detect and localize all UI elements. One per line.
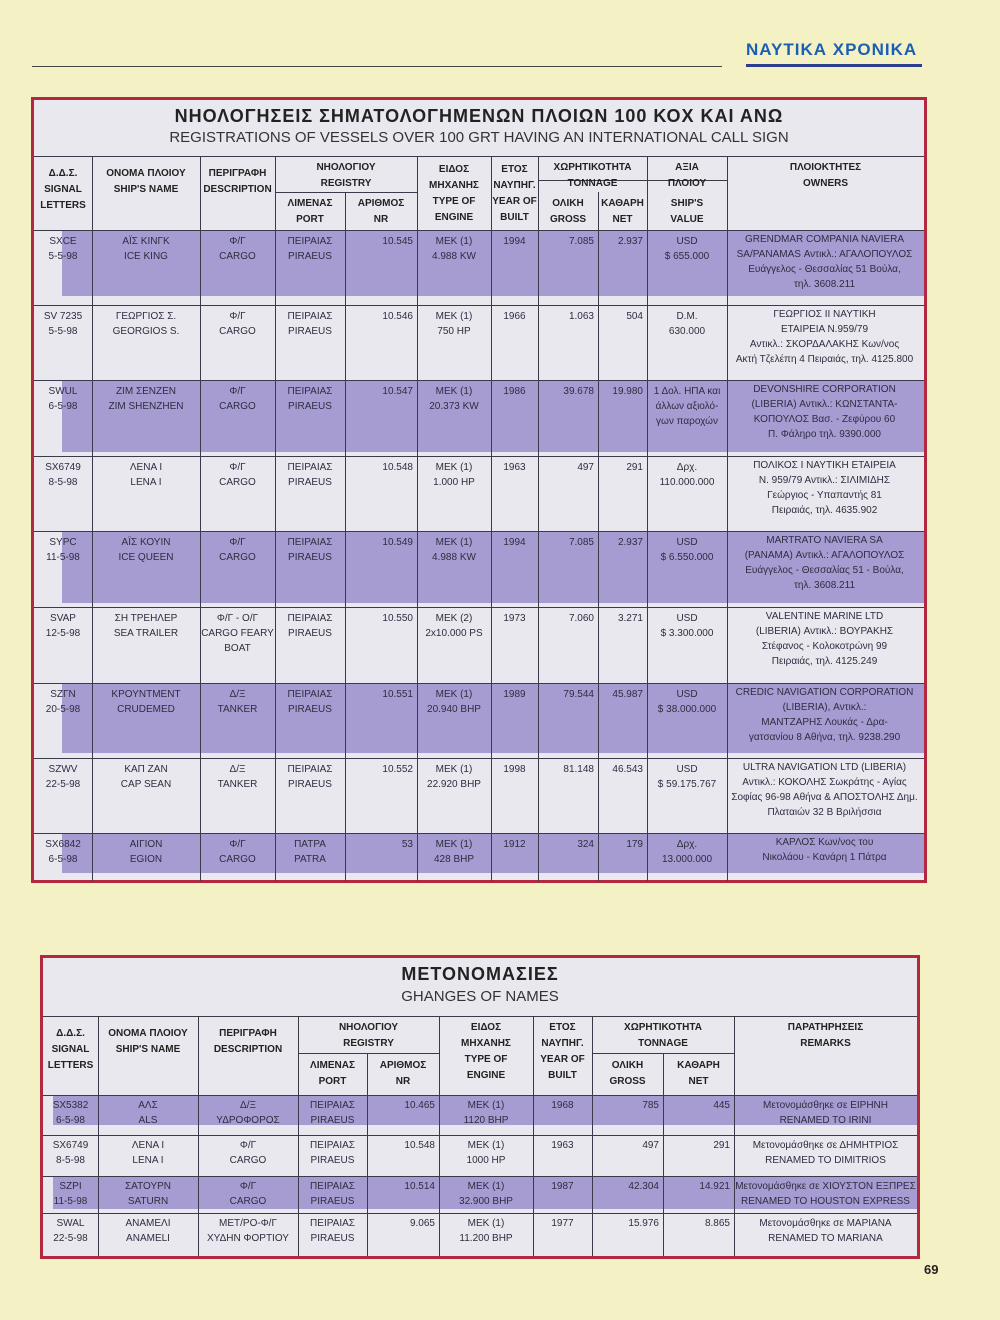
cell-owners: ΠΟΛΙΚΟΣ Ι ΝΑΥΤΙΚΗ ΕΤΑΙΡΕΙΑ Ν. 959/79 Αντικλ.: ΣΙΛΙΜΙΔΗΣ Γεώργιος - Υπαπαντής 81 Πειραιάς, τηλ. 4635.902 (753, 460, 896, 516)
cell-gross: 324 (577, 839, 594, 850)
cell-ship-name: ΑΙΓΙΟΝ EGION (129, 839, 163, 865)
cell-registry-nr: 9.065 (409, 1218, 435, 1229)
cell-net: 19.980 (612, 386, 643, 397)
col-header-remarks: ΠΑΡΑΤΗΡΗΣΕΙΣ REMARKS (787, 1022, 864, 1049)
cell-net: 45.987 (612, 689, 643, 700)
col-header-signal: Δ.Δ.Σ. SIGNAL LETTERS (40, 168, 86, 211)
cell-engine: ΜΕΚ (1) 1120 BHP (463, 1100, 509, 1126)
cell-year: 1963 (503, 462, 526, 473)
col-header-description: ΠΕΡΙΓΡΑΦΗ DESCRIPTION (203, 168, 272, 195)
cell-remarks: Μετονομάσθηκε σε ΔΗΜΗΤΡΙΟΣ RENAMED TO DIMITRIOS (752, 1140, 899, 1166)
cell-gross: 39.678 (563, 386, 594, 397)
cell-registry-nr: 10.545 (382, 236, 413, 247)
cell-year: 1968 (551, 1100, 574, 1111)
col-header-net: ΚΑΘΑΡΗ NET (677, 1060, 720, 1087)
cell-port: ΠΕΙΡΑΙΑΣ PIRAEUS (287, 236, 333, 262)
cell-year: 1994 (503, 236, 526, 247)
cell-registry-nr: 10.549 (382, 537, 413, 548)
cell-port: ΠΕΙΡΑΙΑΣ PIRAEUS (287, 764, 333, 790)
cell-registry-nr: 10.552 (382, 764, 413, 775)
cell-port: ΠΕΙΡΑΙΑΣ PIRAEUS (310, 1218, 355, 1244)
registrations-title-greek: ΝΗΟΛΟΓΗΣΕΙΣ ΣΗΜΑΤΟΛΟΓΗΜΕΝΩΝ ΠΛΟΙΩΝ 100 ΚΟΧ ΚΑΙ ΑΝΩ (174, 106, 784, 126)
cell-port: ΠΕΙΡΑΙΑΣ PIRAEUS (310, 1140, 355, 1166)
cell-ship-name: ΣΗ ΤΡΕΗΛΕΡ SEA TRAILER (113, 613, 179, 639)
cell-signal: SZPI 11-5-98 (53, 1181, 88, 1207)
cell-port: ΠΕΙΡΑΙΑΣ PIRAEUS (287, 311, 333, 337)
cell-owners: ULTRA NAVIGATION LTD (LIBERIA) Αντικλ.: ΚΟΚΟΛΗΣ Σωκράτης - Αγίας Σοφίας 96-98 Αθήνα & ΑΠΟΣΤΟΛΗΣ Δημ. Πλαταιών 32 Β Βριλήσσια (731, 762, 918, 818)
cell-owners: ΚΑΡΛΟΣ Κων/νος του Νικολάου - Κανάρη 1 Πάτρα (762, 837, 887, 863)
cell-description: Φ/Γ CARGO (219, 537, 256, 563)
cell-ship-name: ΑΪΣ ΚΟΥΙΝ ICE QUEEN (118, 537, 174, 563)
cell-net: 179 (626, 839, 643, 850)
header-rule (32, 66, 722, 67)
cell-ship-name: ΑΛΣ ALS (138, 1100, 158, 1126)
col-header-name: ΟΝΟΜΑ ΠΛΟΙΟΥ SHIP'S NAME (108, 1028, 188, 1055)
cell-description: Φ/Γ CARGO (219, 386, 256, 412)
col-header-tonnage: ΧΩΡΗΤΙΚΟΤΗΤΑ TONNAGE (553, 162, 632, 189)
cell-signal: SZΓΝ 20-5-98 (45, 689, 81, 715)
cell-gross: 7.085 (568, 236, 594, 247)
cell-net: 291 (626, 462, 643, 473)
cell-net: 291 (713, 1140, 730, 1151)
cell-description: ΜΕΤ/ΡΟ-Φ/Γ ΧΥΔΗΝ ΦΟΡΤΙΟΥ (207, 1218, 289, 1244)
cell-description: Φ/Γ CARGO (219, 311, 256, 337)
cell-gross: 785 (642, 1100, 659, 1111)
cell-ship-name: ΣΑΤΟΥΡΝ SATURN (124, 1181, 172, 1207)
cell-registry-nr: 10.548 (382, 462, 413, 473)
cell-net: 3.271 (617, 613, 643, 624)
cell-registry-nr: 10.514 (404, 1181, 435, 1192)
cell-ship-name: ΚΡΟΥΝΤΜΕΝΤ CRUDEMED (111, 689, 181, 715)
cell-port: ΠΑΤΡΑ PATRA (294, 839, 326, 865)
col-header-name: ΟΝΟΜΑ ΠΛΟΙΟΥ SHIP'S NAME (106, 168, 186, 195)
cell-port: ΠΕΙΡΑΙΑΣ PIRAEUS (287, 537, 333, 563)
col-header-port: ΛΙΜΕΝΑΣ PORT (310, 1060, 355, 1087)
cell-ship-name: ΛΕΝΑ Ι LENA I (129, 462, 163, 488)
cell-year: 1912 (503, 839, 526, 850)
col-header-nr: ΑΡΙΘΜΟΣ NR (357, 198, 405, 225)
cell-description: Δ/Ξ ΥΔΡΟΦΟΡΟΣ (216, 1100, 280, 1126)
cell-port: ΠΕΙΡΑΙΑΣ PIRAEUS (287, 462, 333, 488)
col-header-year: ΕΤΟΣ ΝΑΥΠΗΓ. YEAR OF BUILT (540, 1022, 585, 1081)
cell-owners: DEVONSHIRE CORPORATION (LIBERIA) Αντικλ.: ΚΩΝΣΤΑΝΤΑ- ΚΟΠΟΥΛΟΣ Βασ. - Ζεφύρου 60 Π. Φάληρο τηλ. 9390.000 (751, 384, 898, 440)
cell-description: Φ/Γ CARGO (219, 839, 256, 865)
registrations-panel (31, 97, 927, 883)
cell-engine: ΜΕΚ (1) 20.940 BHP (427, 689, 481, 715)
cell-year: 1994 (503, 537, 526, 548)
cell-remarks: Μετονομάσθηκε σε ΧΙΟΥΣΤΟΝ ΕΞΠΡΕΣ RENAMED TO HOUSTON EXPRESS (735, 1181, 916, 1207)
cell-owners: GRENDMAR COMPANIA NAVIERA SA/PANAMAS Αντικλ.: ΑΓΑΛΟΠΟΥΛΟΣ Ευάγγελος - Θεσσαλίας 51 Βούλα, τηλ. 3608.211 (736, 234, 913, 290)
cell-registry-nr: 53 (401, 839, 413, 850)
cell-port: ΠΕΙΡΑΙΑΣ PIRAEUS (287, 689, 333, 715)
cell-ship-name: ΓΕΩΡΓΙΟΣ Σ. GEORGIOS S. (112, 311, 180, 337)
col-header-gross: ΟΛΙΚΗ GROSS (549, 198, 587, 225)
cell-value: USD $ 655.000 (664, 236, 710, 262)
col-header-net: ΚΑΘΑΡΗ NET (601, 198, 644, 225)
cell-gross: 81.148 (563, 764, 594, 775)
cell-registry-nr: 10.546 (382, 311, 413, 322)
cell-registry-nr: 10.551 (382, 689, 413, 700)
cell-description: Φ/Γ CARGO (219, 236, 256, 262)
cell-signal: SWUL 6-5-98 (48, 386, 78, 412)
cell-gross: 497 (642, 1140, 659, 1151)
cell-net: 8.865 (704, 1218, 730, 1229)
cell-owners: ΓΕΩΡΓΙΟΣ ΙΙ ΝΑΥΤΙΚΗ ΕΤΑΙΡΕΙΑ Ν.959/79 Αντικλ.: ΣΚΟΡΔΑΛΑΚΗΣ Κων/νος Ακτή Τζελέπη 4 Πειραιάς, τηλ. 4125.800 (735, 309, 914, 365)
col-header-signal: Δ.Δ.Σ. SIGNAL LETTERS (47, 1028, 94, 1071)
cell-value: USD $ 6.550.000 (660, 537, 714, 563)
cell-signal: SZWV 22-5-98 (45, 764, 81, 790)
cell-remarks: Μετονομάσθηκε σε ΕΙΡΗΝΗ RENAMED TO IRINI (763, 1100, 888, 1126)
cell-gross: 7.085 (568, 537, 594, 548)
cell-signal: SX6842 6-5-98 (45, 839, 81, 865)
cell-engine: ΜΕΚ (2) 2x10.000 PS (425, 613, 483, 639)
cell-value: USD $ 38.000.000 (657, 689, 717, 715)
cell-signal: SYPC 11-5-98 (46, 537, 80, 563)
cell-year: 1989 (503, 689, 526, 700)
cell-owners: MARTRATO NAVIERA SA (PANAMA) Αντικλ.: ΑΓΑΛΟΠΟΥΛΟΣ Ευάγγελος - Θεσσαλίας 51 - Βούλα, τηλ. 3608.211 (744, 535, 905, 591)
cell-port: ΠΕΙΡΑΙΑΣ PIRAEUS (287, 386, 333, 412)
cell-year: 1966 (503, 311, 526, 322)
cell-description: Φ/Γ CARGO (219, 462, 256, 488)
cell-registry-nr: 10.550 (382, 613, 413, 624)
cell-value: Δρχ. 110.000.000 (659, 462, 715, 488)
col-header-gross: ΟΛΙΚΗ GROSS (609, 1060, 646, 1087)
cell-signal: SVAP 12-5-98 (45, 613, 81, 639)
magazine-title: ΝΑΥΤΙΚΑ ΧΡΟΝΙΚΑ (746, 40, 918, 59)
cell-engine: ΜΕΚ (1) 1.000 HP (433, 462, 475, 488)
col-header-value-greek: ΑΞΙΑ ΠΛΟΙΟΥ (667, 162, 707, 189)
cell-description: Φ/Γ CARGO (229, 1140, 267, 1166)
cell-engine: ΜΕΚ (1) 22.920 BHP (427, 764, 481, 790)
cell-signal: SWAL 22-5-98 (53, 1218, 88, 1244)
cell-engine: ΜΕΚ (1) 4.988 KW (432, 537, 476, 563)
cell-registry-nr: 10.465 (404, 1100, 435, 1111)
cell-signal: SX5382 6-5-98 (52, 1100, 89, 1126)
cell-port: ΠΕΙΡΑΙΑΣ PIRAEUS (310, 1100, 355, 1126)
cell-engine: ΜΕΚ (1) 1000 HP (466, 1140, 506, 1166)
cell-description: Φ/Γ CARGO (229, 1181, 267, 1207)
cell-year: 1977 (551, 1218, 574, 1229)
cell-signal: SX6749 8-5-98 (52, 1140, 89, 1166)
cell-net: 14.921 (699, 1181, 730, 1192)
col-header-port: ΛΙΜΕΝΑΣ PORT (287, 198, 333, 225)
page-number: 69 (924, 1262, 939, 1277)
cell-net: 504 (626, 311, 643, 322)
cell-engine: ΜΕΚ (1) 428 BHP (433, 839, 475, 865)
cell-gross: 79.544 (563, 689, 594, 700)
cell-ship-name: ΛΕΝΑ Ι LENA I (131, 1140, 165, 1166)
cell-value: 1 Δολ. ΗΠΑ και άλλων αξιολό- γων παροχών (653, 386, 721, 427)
cell-description: Δ/Ξ TANKER (217, 764, 258, 790)
cell-ship-name: ΖΙΜ ΣΕΝΖΕΝ ZIM SHENZHEN (108, 386, 184, 412)
renames-title-greek: ΜΕΤΟΝΟΜΑΣΙΕΣ (401, 964, 559, 984)
cell-year: 1973 (503, 613, 526, 624)
cell-gross: 15.976 (628, 1218, 659, 1229)
cell-year: 1986 (503, 386, 526, 397)
col-header-tonnage: ΧΩΡΗΤΙΚΟΤΗΤΑ TONNAGE (624, 1022, 702, 1049)
cell-ship-name: ΚΑΠ ΖΑΝ CAP SEAN (120, 764, 172, 790)
cell-year: 1987 (551, 1181, 574, 1192)
cell-ship-name: ΑΝΑΜΕΛΙ ANAMELI (125, 1218, 171, 1244)
cell-value: USD $ 59.175.767 (657, 764, 717, 790)
col-header-registry: ΝΗΟΛΟΓΙΟΥ REGISTRY (316, 162, 376, 189)
cell-owners: VALENTINE MARINE LTD (LIBERIA) Αντικλ.: ΒΟΥΡΑΚΗΣ Στέφανος - Κολοκοτρώνη 99 Πειραιάς, τηλ. 4125.249 (755, 611, 894, 667)
cell-signal: SXCE 5-5-98 (48, 236, 78, 262)
col-header-owners: ΠΛΟΙΟΚΤΗΤΕΣ OWNERS (789, 162, 862, 189)
cell-engine: ΜΕΚ (1) 750 HP (435, 311, 473, 337)
cell-gross: 1.063 (568, 311, 594, 322)
cell-net: 2.937 (617, 236, 643, 247)
cell-net: 2.937 (617, 537, 643, 548)
cell-signal: SX6749 8-5-98 (45, 462, 81, 488)
col-header-year: ΕΤΟΣ ΝΑΥΠΗΓ. YEAR OF BUILT (492, 164, 537, 223)
cell-port: ΠΕΙΡΑΙΑΣ PIRAEUS (287, 613, 333, 639)
cell-gross: 497 (577, 462, 594, 473)
cell-year: 1998 (503, 764, 526, 775)
col-header-nr: ΑΡΙΘΜΟΣ NR (379, 1060, 427, 1087)
cell-value: D.M. 630.000 (668, 311, 706, 337)
cell-engine: ΜΕΚ (1) 4.988 KW (432, 236, 476, 262)
col-header-description: ΠΕΡΙΓΡΑΦΗ DESCRIPTION (213, 1028, 283, 1055)
cell-engine: ΜΕΚ (1) 20.373 KW (429, 386, 479, 412)
cell-value: USD $ 3.300.000 (660, 613, 714, 639)
cell-registry-nr: 10.547 (382, 386, 413, 397)
magazine-title-underline (746, 64, 922, 67)
cell-port: ΠΕΙΡΑΙΑΣ PIRAEUS (310, 1181, 355, 1207)
cell-gross: 42.304 (628, 1181, 659, 1192)
renames-panel (40, 955, 920, 1259)
cell-remarks: Μετονομάσθηκε σε ΜΑΡΙΑΝΑ RENAMED TO MARIANA (759, 1218, 892, 1244)
cell-registry-nr: 10.548 (404, 1140, 435, 1151)
cell-signal: SV 7235 5-5-98 (43, 311, 83, 337)
cell-description: Φ/Γ - Ο/Γ CARGO FEARY BOAT (201, 613, 274, 654)
cell-description: Δ/Ξ TANKER (217, 689, 258, 715)
registrations-title-english: REGISTRATIONS OF VESSELS OVER 100 GRT HAVING AN INTERNATIONAL CALL SIGN (169, 129, 789, 146)
cell-net: 46.543 (612, 764, 643, 775)
cell-engine: ΜΕΚ (1) 11.200 BHP (459, 1218, 513, 1244)
renames-title-english: GHANGES OF NAMES (401, 988, 559, 1005)
col-header-engine: ΕΙΔΟΣ ΜΗΧΑΝΗΣ TYPE OF ENGINE (429, 164, 479, 223)
cell-owners: CREDIC NAVIGATION CORPORATION (LIBERIA), Αντικλ.: ΜΑΝΤΖΑΡΗΣ Λουκάς - Δρα- γατσανίου 8 Αθήνα, τηλ. 9238.290 (735, 687, 914, 743)
cell-value: Δρχ. 13.000.000 (661, 839, 713, 865)
cell-net: 445 (713, 1100, 730, 1111)
col-header-engine: ΕΙΔΟΣ ΜΗΧΑΝΗΣ TYPE OF ENGINE (461, 1022, 511, 1081)
col-header-value: SHIP'S VALUE (670, 198, 704, 225)
cell-engine: ΜΕΚ (1) 32.900 BHP (459, 1181, 513, 1207)
cell-gross: 7.060 (568, 613, 594, 624)
col-header-registry: ΝΗΟΛΟΓΙΟΥ REGISTRY (338, 1022, 399, 1049)
cell-ship-name: ΑΪΣ ΚΙΝΓΚ ICE KING (122, 236, 170, 262)
cell-year: 1963 (551, 1140, 574, 1151)
